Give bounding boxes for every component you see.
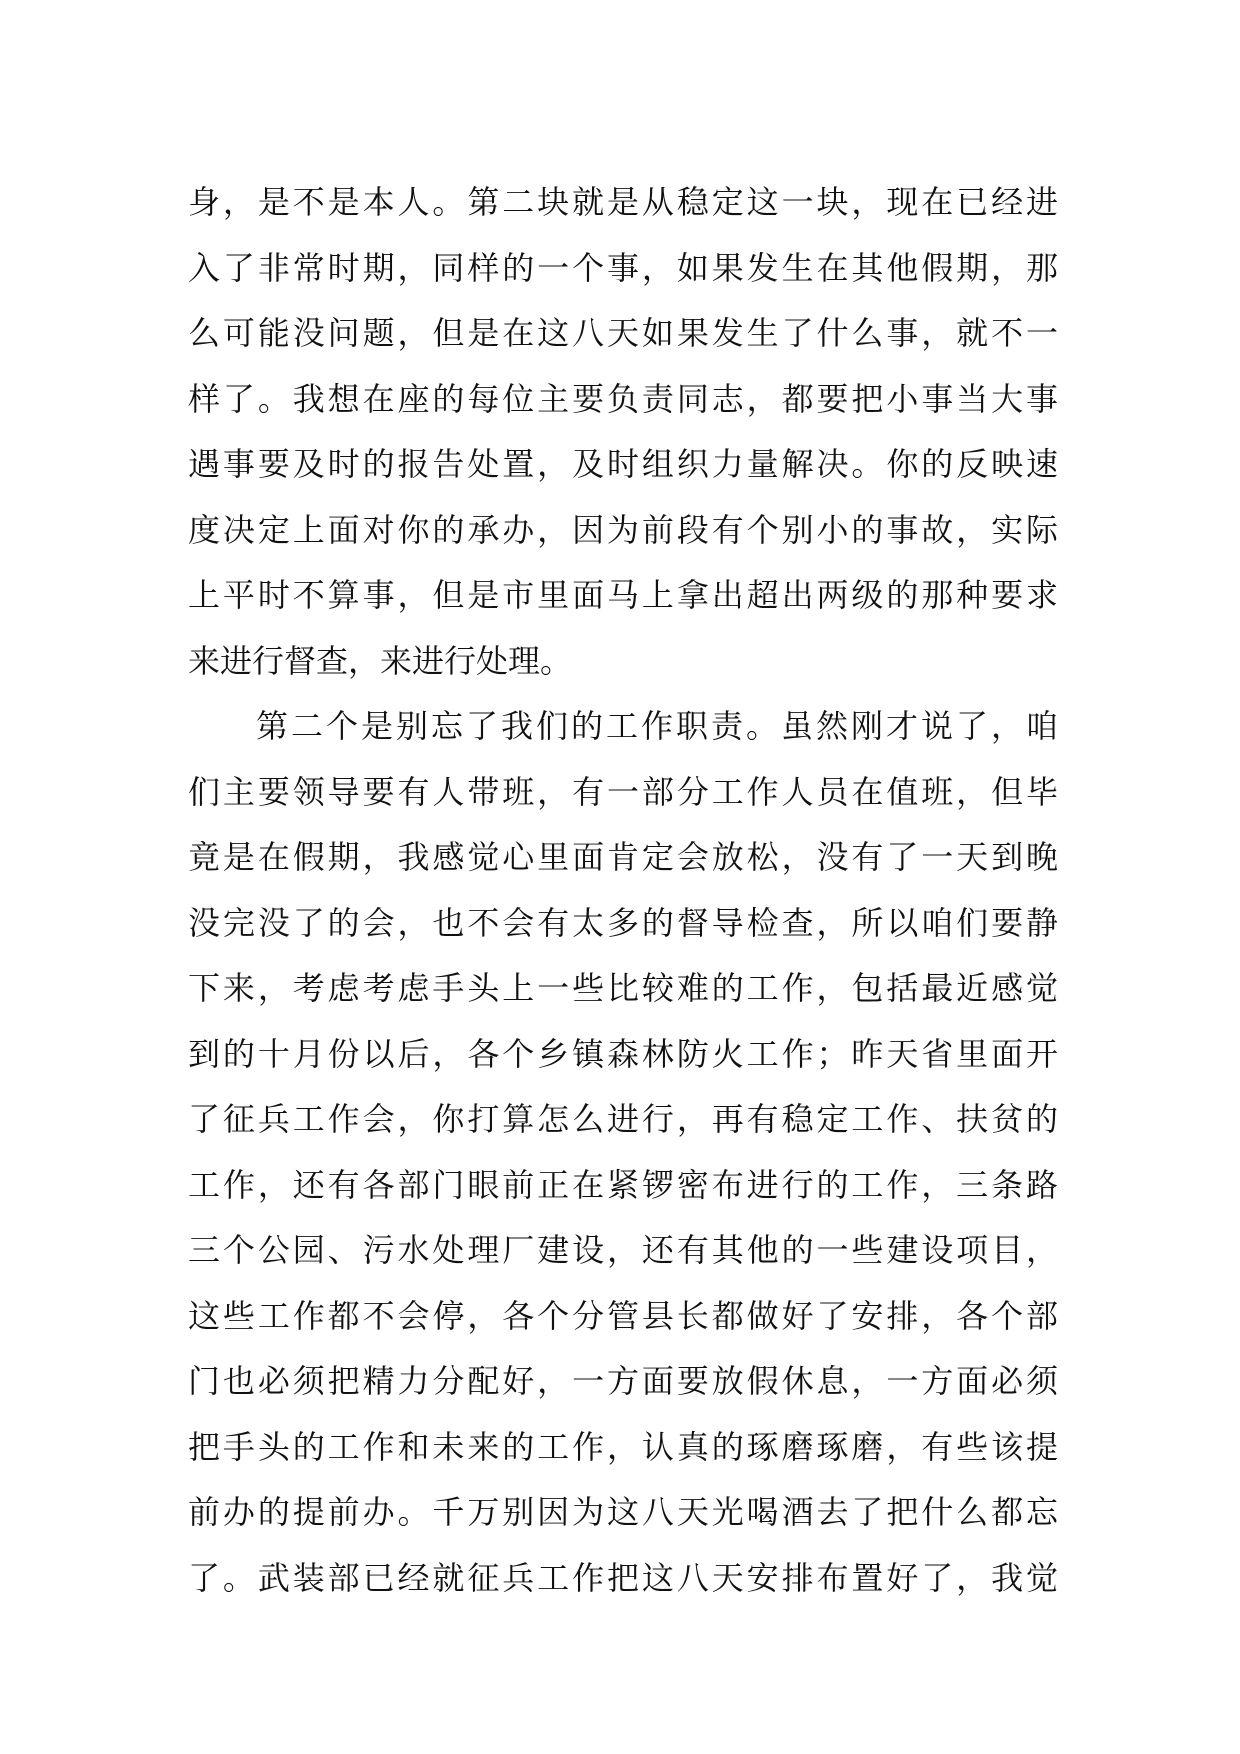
text-line: 竟是在假期，我感觉心里面肯定会放松，没有了一天到晚 (188, 838, 1058, 876)
text-line: 了。武装部已经就征兵工作把这八天安排布置好了，我觉 (188, 1558, 1058, 1597)
text-line: 没完没了的会，也不会有太多的督导检查，所以咱们要静 (188, 903, 1058, 942)
text-line: 身，是不是本人。第二块就是从稳定这一块，现在已经进 (188, 183, 1058, 221)
text-line: 三个公园、污水处理厂建设，还有其他的一些建设项目， (188, 1231, 1058, 1269)
text-line: 上平时不算事，但是市里面马上拿出超出两级的那种要求 (188, 576, 1058, 614)
text-line: 度决定上面对你的承办，因为前段有个别小的事故，实际 (188, 510, 1058, 549)
text-line: 门也必须把精力分配好，一方面要放假休息，一方面必须 (188, 1362, 1058, 1400)
text-line: 了征兵工作会，你打算怎么进行，再有稳定工作、扶贫的 (188, 1100, 1058, 1138)
text-line: 到的十月份以后，各个乡镇森林防火工作；昨天省里面开 (188, 1034, 1058, 1073)
paragraph-start-line: 第二个是别忘了我们的工作职责。虽然刚才说了，咱 (256, 707, 1058, 745)
text-line: 么可能没问题，但是在这八天如果发生了什么事，就不一 (188, 314, 1058, 352)
text-line: 把手头的工作和未来的工作，认真的琢磨琢磨，有些该提 (188, 1427, 1058, 1466)
text-line: 下来，考虑考虑手头上一些比较难的工作，包括最近感觉 (188, 969, 1058, 1007)
text-line: 样了。我想在座的每位主要负责同志，都要把小事当大事 (188, 379, 1058, 418)
body-text (188, 170, 1058, 1611)
text-line: 这些工作都不会停，各个分管县长都做好了安排，各个部 (188, 1296, 1058, 1335)
text-line: 入了非常时期，同样的一个事，如果发生在其他假期，那 (188, 248, 1058, 287)
text-line: 工作，还有各部门眼前正在紧锣密布进行的工作，三条路 (188, 1165, 1058, 1204)
text-line: 们主要领导要有人带班，有一部分工作人员在值班，但毕 (188, 772, 1058, 811)
text-line: 遇事要及时的报告处置，及时组织力量解决。你的反映速 (188, 445, 1058, 483)
text-line: 来进行督查，来进行处理。 (188, 641, 573, 680)
text-line: 前办的提前办。千万别因为这八天光喝酒去了把什么都忘 (188, 1493, 1058, 1531)
